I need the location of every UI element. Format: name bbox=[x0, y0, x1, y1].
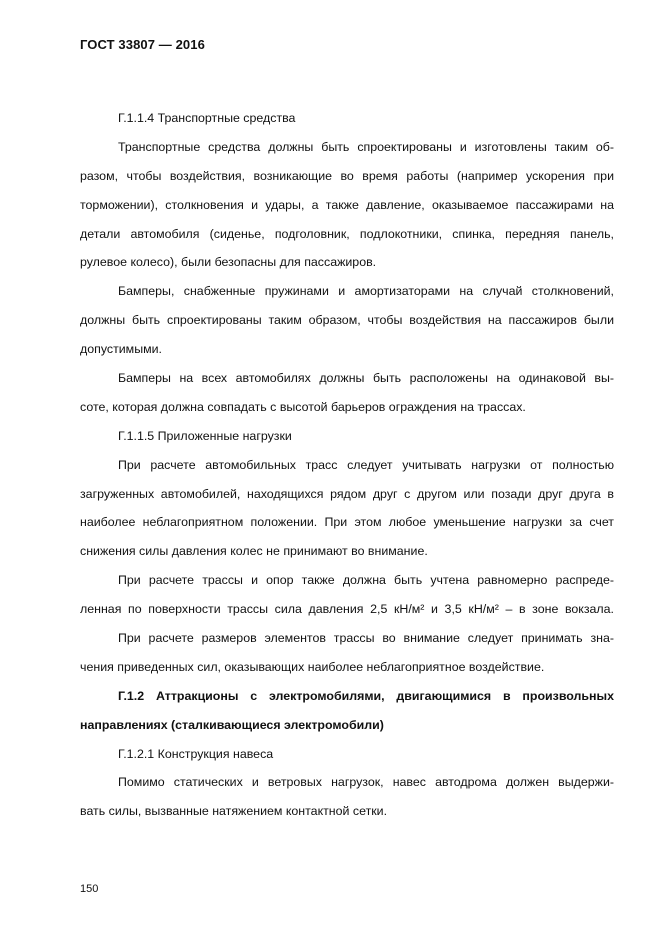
section-heading-line: Г.1.2 Аттракционы с электромобилями, двигающимися в произвольных bbox=[118, 688, 614, 703]
body-text-line: Г.1.2.1 Конструкция навеса bbox=[118, 746, 274, 761]
body-text-line: чения приведенных сил, оказывающих наиболее неблагоприятное воздействие. bbox=[80, 659, 545, 674]
section-heading-line: направлениях (сталкивающиеся электромобили) bbox=[80, 717, 384, 732]
body-text-line: детали автомобиля (сиденье, подголовник, подлокотники, спинка, передняя панель, bbox=[80, 226, 614, 241]
body-text-line: соте, которая должна совпадать с высотой барьеров ограждения на трассах. bbox=[80, 399, 526, 414]
body-text-line: наиболее неблагоприятном положении. При этом любое уменьшение нагрузки за счет bbox=[80, 515, 614, 530]
body-text-line: должны быть спроектированы таким образом, чтобы воздействия на пассажиров были bbox=[80, 313, 614, 328]
document-header-standard-number: ГОСТ 33807 — 2016 bbox=[80, 37, 205, 52]
body-text-line: Г.1.1.5 Приложенные нагрузки bbox=[118, 428, 292, 443]
body-text-line: рулевое колесо), были безопасны для пассажиров. bbox=[80, 255, 377, 270]
body-text-line: Транспортные средства должны быть спроектированы и изготовлены таким об- bbox=[118, 139, 614, 154]
page-number: 150 bbox=[80, 883, 99, 895]
body-text-line: При расчете автомобильных трасс следует учитывать нагрузки от полностью bbox=[118, 457, 614, 472]
body-text-line: вать силы, вызванные натяжением контактной сетки. bbox=[80, 804, 388, 819]
body-text-line: При расчете трассы и опор также должна быть учтена равномерно распреде- bbox=[118, 573, 614, 588]
body-text-line: Г.1.1.4 Транспортные средства bbox=[118, 111, 296, 125]
body-text-line: ленная по поверхности трассы сила давления 2,5 кН/м² и 3,5 кН/м² – в зоне вокзала. bbox=[80, 602, 614, 617]
body-text-line: Помимо статических и ветровых нагрузок, навес автодрома должен выдержи- bbox=[118, 775, 614, 790]
body-text-line: загруженных автомобилей, находящихся рядом друг с другом или позади друг друга в bbox=[80, 486, 614, 501]
body-text-line: допустимыми. bbox=[80, 342, 162, 357]
body-text-line: снижения силы давления колес не принимают во внимание. bbox=[80, 544, 428, 559]
document-body bbox=[80, 104, 614, 826]
body-text-line: торможении), столкновения и удары, а также давление, оказываемое пассажирами на bbox=[80, 197, 614, 212]
body-text-line: При расчете размеров элементов трассы во внимание следует принимать зна- bbox=[118, 631, 614, 646]
body-text-line: разом, чтобы воздействия, возникающие во время работы (например ускорения при bbox=[80, 168, 614, 183]
body-text-line: Бамперы на всех автомобилях должны быть расположены на одинаковой вы- bbox=[118, 371, 614, 386]
body-text-line: Бамперы, снабженные пружинами и амортизаторами на случай столкновений, bbox=[118, 284, 614, 299]
